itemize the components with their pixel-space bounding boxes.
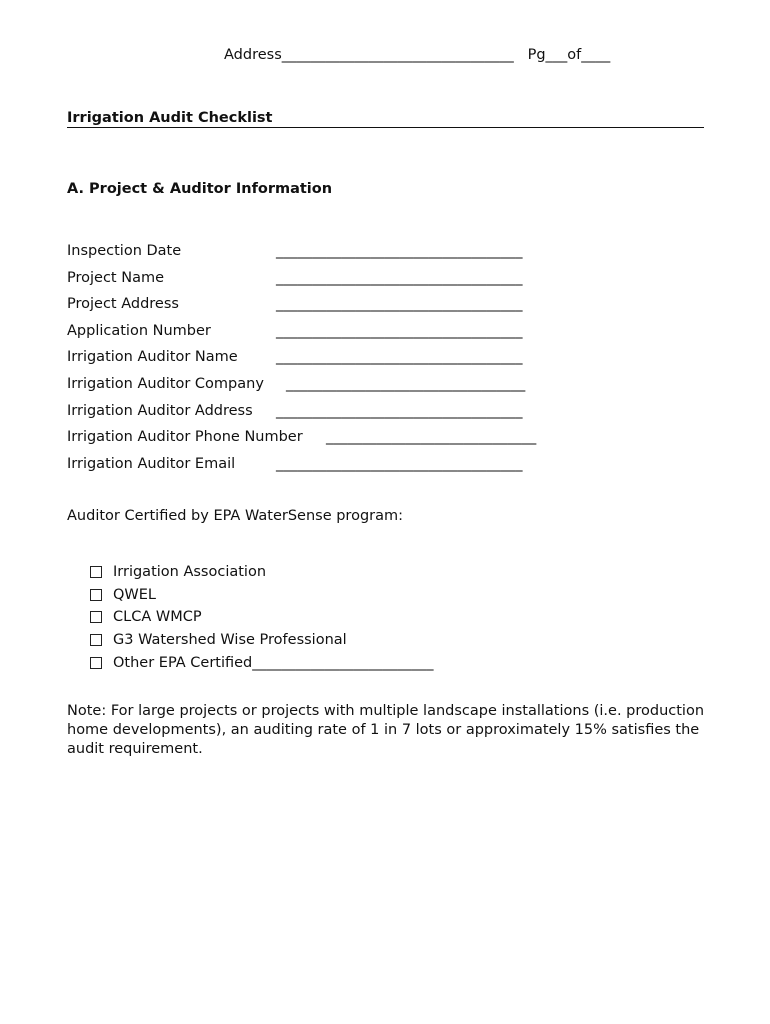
option-other-epa	[90, 651, 434, 674]
field-blank[interactable]: __________________________________	[276, 322, 523, 339]
of-label: of	[567, 47, 582, 63]
field-blank[interactable]: __________________________________	[276, 296, 523, 313]
option-irrigation-association	[90, 561, 434, 584]
field-label: Project Name	[67, 269, 164, 286]
field-label: Irrigation Auditor Email	[67, 455, 236, 472]
field-auditor-company	[67, 375, 627, 402]
field-label: Project Address	[67, 296, 179, 313]
field-label: Irrigation Auditor Address	[67, 402, 253, 419]
field-auditor-phone	[67, 428, 627, 455]
field-label: Irrigation Auditor Company	[67, 375, 264, 392]
page-header	[224, 47, 610, 63]
field-blank[interactable]: __________________________________	[276, 349, 523, 366]
project-auditor-fields	[67, 242, 627, 481]
checkbox[interactable]	[90, 657, 102, 669]
checkbox[interactable]	[90, 566, 102, 578]
option-g3-watershed	[90, 629, 434, 652]
checkbox[interactable]	[90, 611, 102, 623]
field-blank[interactable]: __________________________________	[276, 269, 523, 286]
page-number-blank[interactable]: ___	[545, 47, 568, 63]
field-label: Application Number	[67, 322, 211, 339]
audit-note: Note: For large projects or projects with multiple landscape installations (i.e. production home developments), an auditing rate of 1 in 7 lots or approximately 15% satisfies the audit requirement.	[67, 703, 705, 757]
field-label: Irrigation Auditor Phone Number	[67, 429, 303, 446]
field-label: Irrigation Auditor Name	[67, 349, 238, 366]
field-blank[interactable]: __________________________________	[276, 455, 523, 472]
option-qwel	[90, 584, 434, 607]
certification-intro: Auditor Certified by EPA WaterSense program:	[67, 508, 403, 524]
field-blank[interactable]: _____________________________	[326, 429, 537, 446]
page-label: Pg	[527, 47, 546, 63]
field-auditor-name	[67, 348, 627, 375]
field-label: Inspection Date	[67, 243, 182, 259]
option-label: QWEL	[113, 586, 156, 603]
field-project-name	[67, 269, 627, 296]
option-clca-wmcp	[90, 606, 434, 629]
field-blank[interactable]: __________________________________	[276, 402, 523, 419]
other-certification-blank[interactable]: _________________________	[252, 654, 434, 671]
field-blank[interactable]: _________________________________	[286, 375, 526, 392]
checkbox[interactable]	[90, 634, 102, 646]
option-label: Irrigation Association	[113, 564, 267, 581]
address-blank[interactable]: ________________________________	[281, 47, 514, 63]
certification-options	[90, 561, 434, 674]
section-a-heading: A. Project & Auditor Information	[67, 181, 333, 197]
field-blank[interactable]: __________________________________	[276, 243, 523, 259]
field-application-number	[67, 322, 627, 349]
option-label: Other EPA Certified	[113, 654, 253, 671]
field-inspection-date	[67, 242, 627, 269]
page-total-blank[interactable]: ____	[581, 47, 611, 63]
field-project-address	[67, 295, 627, 322]
checkbox[interactable]	[90, 589, 102, 601]
option-label: CLCA WMCP	[113, 609, 202, 626]
option-label: G3 Watershed Wise Professional	[113, 632, 347, 649]
field-auditor-email	[67, 455, 627, 482]
field-auditor-address	[67, 402, 627, 429]
address-label: Address	[224, 47, 282, 63]
document-title: Irrigation Audit Checklist	[67, 110, 704, 128]
